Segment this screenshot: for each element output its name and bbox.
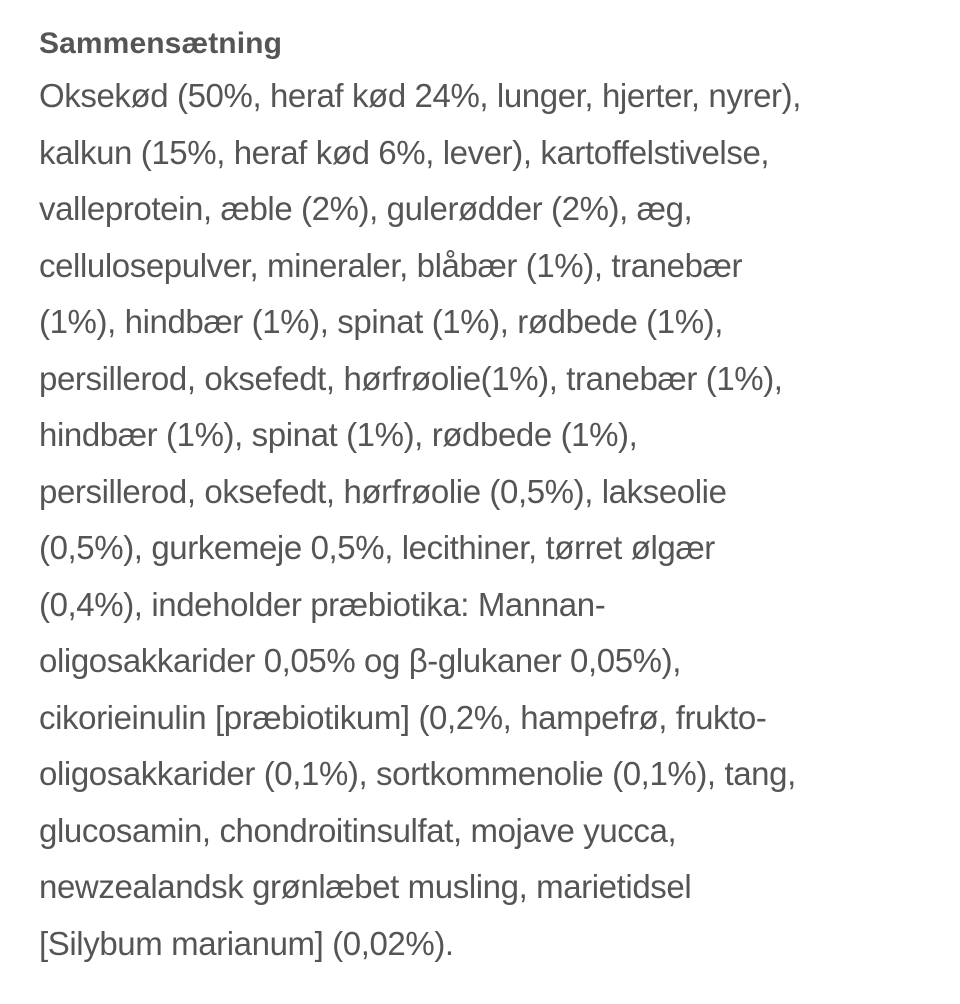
ingredients-line: hindbær (1%), spinat (1%), rødbede (1%), [39, 416, 638, 453]
ingredients-line: Oksekød (50%, heraf kød 24%, lunger, hjerter, nyrer), [39, 77, 801, 114]
ingredients-line: newzealandsk grønlæbet musling, marietidsel [39, 868, 692, 905]
ingredients-line: (1%), hindbær (1%), spinat (1%), rødbede (1%), [39, 303, 724, 340]
ingredients-line: glucosamin, chondroitinsulfat, mojave yucca, [39, 811, 677, 849]
ingredients-line: [Silybum marianum] (0,02%). [39, 924, 454, 962]
ingredients-line: (0,4%), indeholder præbiotika: Mannan- [39, 585, 606, 623]
ingredients-section [39, 22, 939, 972]
ingredients-line: oligosakkarider (0,1%), sortkommenolie (0,1%), tang, [39, 755, 796, 792]
ingredients-line: cellulosepulver, mineraler, blåbær (1%), tranebær [39, 246, 743, 284]
ingredients-line: persillerod, oksefedt, hørfrøolie (0,5%), lakseolie [39, 472, 727, 510]
section-title: Sammensætning [39, 27, 283, 60]
ingredients-line: persillerod, oksefedt, hørfrøolie(1%), tranebær (1%), [39, 359, 783, 397]
ingredients-text [39, 68, 939, 972]
ingredients-line: valleprotein, æble (2%), gulerødder (2%), æg, [39, 190, 693, 227]
ingredients-line: (0,5%), gurkemeje 0,5%, lecithiner, tørret ølgær [39, 529, 715, 566]
ingredients-line: oligosakkarider 0,05% og β-glukaner 0,05%), [39, 642, 681, 679]
ingredients-line: kalkun (15%, heraf kød 6%, lever), kartoffelstivelse, [39, 133, 770, 171]
ingredients-line: cikorieinulin [præbiotikum] (0,2%, hampefrø, frukto- [39, 698, 767, 736]
